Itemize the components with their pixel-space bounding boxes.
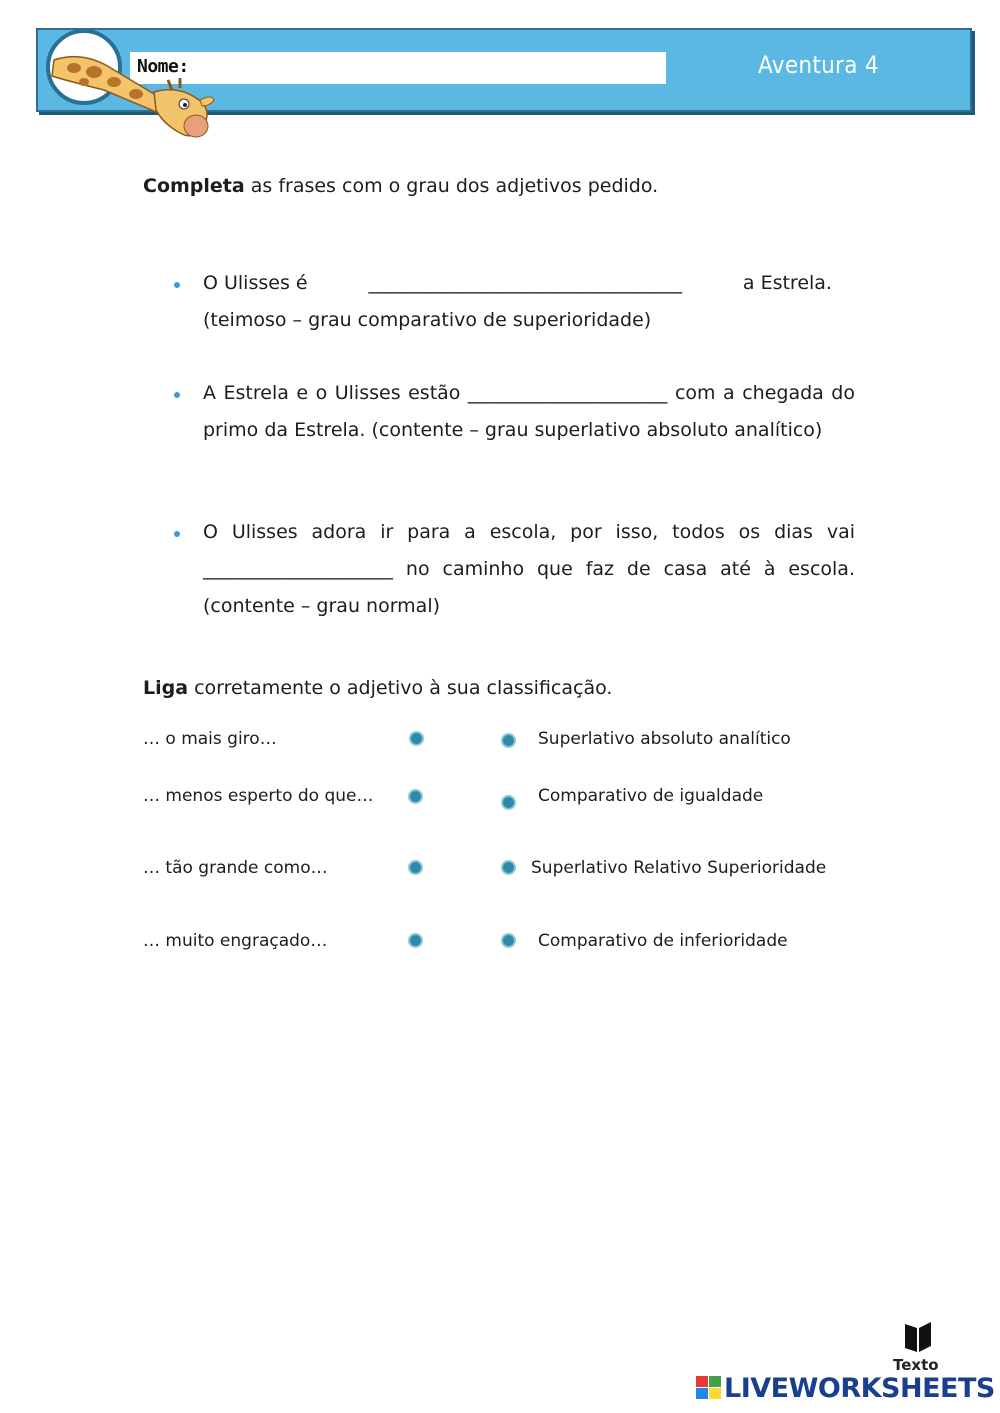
match-right-4: Comparativo de inferioridade (538, 931, 788, 951)
exercise-item-2[interactable]: A Estrela e o Ulisses estão _____________________ com a chegada do primo da Estrela. (contente – grau superlativo absoluto analítico) (203, 382, 855, 441)
exercise-item-1 (203, 265, 855, 339)
match-right-3: Superlativo Relativo Superioridade (531, 858, 827, 878)
adventure-title: Aventura 4 (758, 51, 879, 79)
match-right-dot-4[interactable] (501, 933, 516, 948)
liveworksheets-brand: LIVEWORKSHEETS (724, 1373, 995, 1404)
instruction-complete (143, 174, 658, 198)
match-left-1: … o mais giro… (143, 729, 277, 749)
match-right-2: Comparativo de igualdade (538, 786, 764, 806)
bullet-2 (174, 392, 180, 398)
match-right-1: Superlativo absoluto analítico (538, 729, 791, 749)
match-left-dot-3[interactable] (408, 860, 423, 875)
instruction-complete-rest: as frases com o grau dos adjetivos pedido. (244, 175, 659, 197)
instruction-complete-bold: Completa (143, 175, 245, 197)
publisher-label: Texto (893, 1356, 939, 1374)
match-left-dot-1[interactable] (409, 731, 424, 746)
item-1-start: O Ulisses é (203, 272, 308, 294)
match-right-dot-1[interactable] (501, 733, 516, 748)
instruction-match-bold: Liga (143, 677, 189, 699)
name-label: Nome: (137, 56, 189, 77)
instruction-match (143, 676, 612, 700)
liveworksheets-logo-icon (696, 1376, 722, 1400)
match-left-dot-4[interactable] (408, 933, 423, 948)
item-1-end: a Estrela. (742, 272, 832, 294)
bullet-3 (174, 531, 180, 537)
match-left-2: … menos esperto do que… (143, 786, 374, 806)
giraffe-icon (44, 30, 219, 145)
texto-book-icon (903, 1320, 933, 1354)
instruction-match-rest: corretamente o adjetivo à sua classificação. (188, 677, 613, 699)
match-left-4: … muito engraçado… (143, 931, 328, 951)
match-right-dot-2[interactable] (501, 795, 516, 810)
match-right-dot-3[interactable] (501, 860, 516, 875)
match-left-dot-2[interactable] (408, 789, 423, 804)
match-left-3: … tão grande como… (143, 858, 328, 878)
item-1-hint: (teimoso – grau comparativo de superioridade) (203, 309, 652, 331)
bullet-1 (174, 282, 180, 288)
exercise-item-3[interactable]: O Ulisses adora ir para a escola, por isso, todos os dias vai ____________________ no caminho que faz de casa até à escola. (contente – grau normal) (203, 521, 855, 617)
item-1-blank[interactable]: _________________________________ (368, 272, 682, 294)
